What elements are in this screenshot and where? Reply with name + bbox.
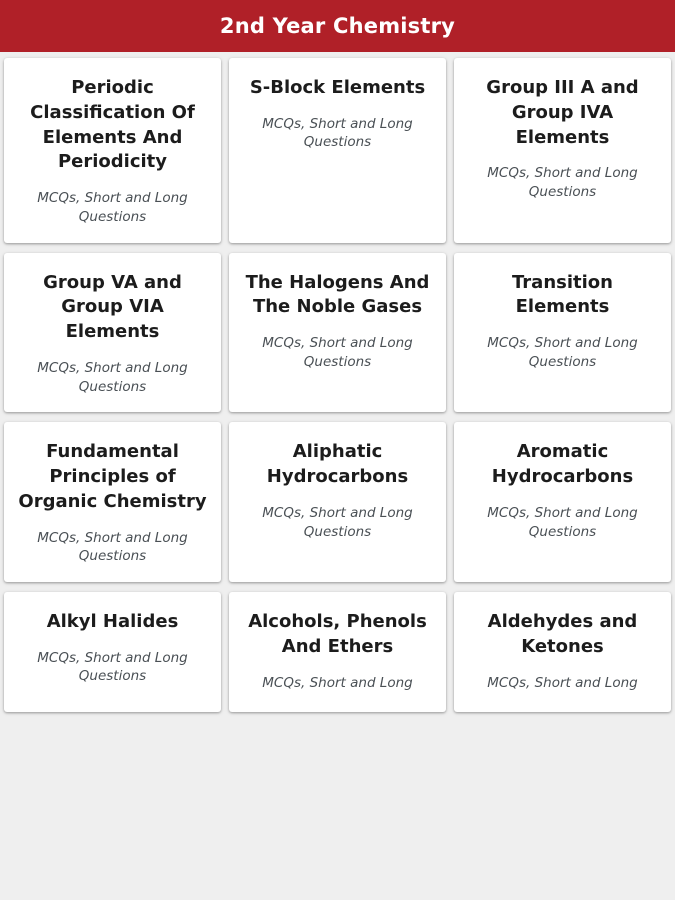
chapter-card[interactable] xyxy=(454,58,671,243)
chapter-subtitle: MCQs, Short and Long Questions xyxy=(487,504,638,540)
chapter-card[interactable] xyxy=(4,58,221,243)
chapter-card[interactable] xyxy=(454,592,671,712)
chapter-card[interactable] xyxy=(454,422,671,582)
chapter-list-scroll[interactable] xyxy=(0,52,675,900)
chapter-subtitle: MCQs, Short and Long Questions xyxy=(262,504,413,540)
chapter-card[interactable] xyxy=(4,253,221,413)
chapter-title: Group III A and Group IVA Elements xyxy=(486,77,639,148)
chapter-card[interactable] xyxy=(4,592,221,712)
chapter-grid xyxy=(4,58,671,712)
chapter-title: Alcohols, Phenols And Ethers xyxy=(248,611,427,657)
chapter-title: Aldehydes and Ketones xyxy=(487,611,638,657)
chapter-card[interactable] xyxy=(229,253,446,413)
chapter-card[interactable] xyxy=(4,422,221,582)
chapter-subtitle: MCQs, Short and Long xyxy=(487,674,638,691)
chapter-card[interactable] xyxy=(229,58,446,243)
app-header xyxy=(0,0,675,52)
chapter-subtitle: MCQs, Short and Long Questions xyxy=(37,190,188,225)
chapter-title: Fundamental Principles of Organic Chemistry xyxy=(18,441,207,512)
chapter-title: S-Block Elements xyxy=(249,77,426,98)
chapter-title: Group VA and Group VIA Elements xyxy=(43,271,182,343)
chapter-card[interactable] xyxy=(454,253,671,413)
chapter-title: The Halogens And The Noble Gases xyxy=(245,271,430,318)
chapter-title: Alkyl Halides xyxy=(46,611,179,633)
chapter-subtitle: MCQs, Short and Long Questions xyxy=(487,335,638,370)
chapter-title: Transition Elements xyxy=(512,271,613,318)
chapter-subtitle: MCQs, Short and Long Questions xyxy=(262,115,413,151)
chapter-title: Aliphatic Hydrocarbons xyxy=(266,441,409,488)
chapter-card[interactable] xyxy=(229,592,446,712)
chapter-card[interactable] xyxy=(229,422,446,582)
page-title: 2nd Year Chemistry xyxy=(219,14,456,38)
chapter-subtitle: MCQs, Short and Long Questions xyxy=(37,529,188,565)
chapter-subtitle: MCQs, Short and Long Questions xyxy=(262,335,413,370)
chapter-title: Aromatic Hydrocarbons xyxy=(491,441,634,488)
chapter-title: Periodic Classification Of Elements And Periodicity xyxy=(30,77,195,173)
chapter-subtitle: MCQs, Short and Long xyxy=(262,674,413,691)
chapter-subtitle: MCQs, Short and Long Questions xyxy=(37,360,188,395)
chapter-subtitle: MCQs, Short and Long Questions xyxy=(487,165,638,201)
chapter-subtitle: MCQs, Short and Long Questions xyxy=(37,649,188,685)
